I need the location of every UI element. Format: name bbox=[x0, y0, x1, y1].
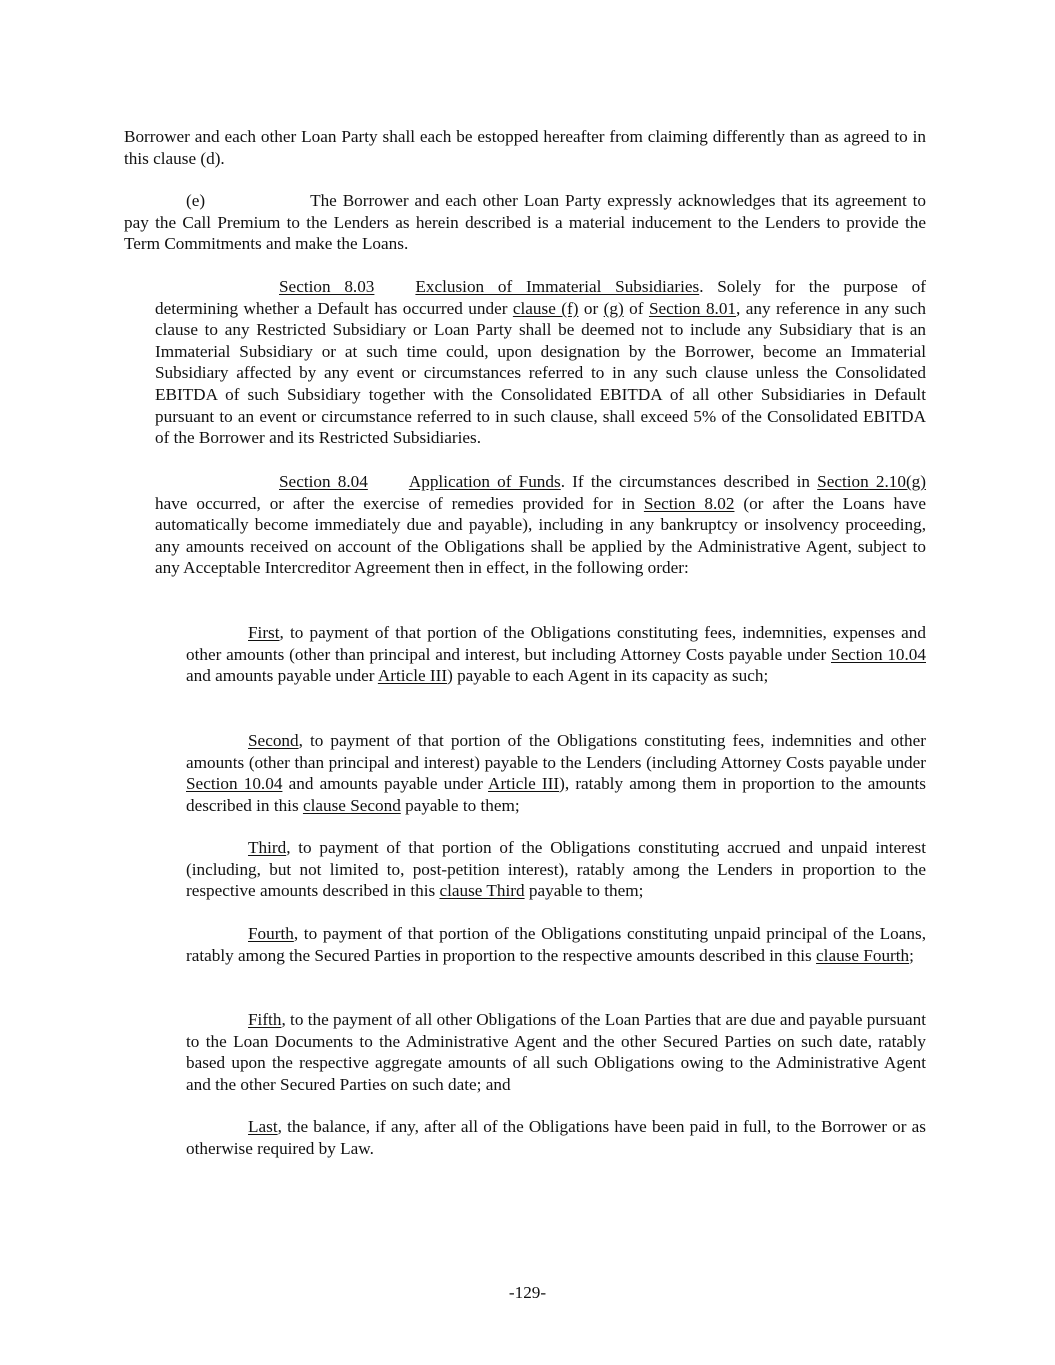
clause-first-text-3: ) payable to each Agent in its capacity as such; bbox=[447, 666, 769, 686]
section-8-04-text-1: . If the circumstances described in bbox=[560, 472, 818, 491]
section-8-04-ref-section-2-10-g: Section 2.10(g) bbox=[817, 472, 926, 491]
intro-text: Borrower and each other Loan Party shall each be estopped hereafter from claiming differently than as agreed to in this clause (d). bbox=[124, 127, 926, 168]
clause-second-paragraph bbox=[186, 730, 926, 816]
section-8-03-number: Section 8.03 bbox=[279, 277, 375, 296]
clause-first-paragraph bbox=[186, 622, 926, 687]
clause-second-ref-section-10-04: Section 10.04 bbox=[186, 774, 283, 794]
clause-fourth-paragraph bbox=[186, 923, 926, 966]
section-8-04-text-2: have occurred, or after the exercise of remedies provided for in bbox=[155, 493, 644, 513]
clause-second-label: Second bbox=[248, 731, 299, 750]
clause-third-paragraph bbox=[186, 837, 926, 902]
clause-first-ref-section-10-04: Section 10.04 bbox=[830, 644, 926, 664]
clause-fourth-ref-clause-fourth: clause Fourth bbox=[816, 945, 910, 965]
section-8-03-ref-section-8-01: Section 8.01 bbox=[648, 298, 737, 318]
section-8-03-text-3: of bbox=[623, 298, 649, 318]
clause-fourth-text-1: , to payment of that portion of the Obligations constituting unpaid principal of the Loans, ratably among the Secured Parties in proportion to the respective amounts described in this bbox=[186, 924, 926, 965]
clause-second-text-2: and amounts payable under bbox=[282, 774, 489, 794]
page-number: -129- bbox=[508, 1283, 547, 1302]
clause-third-text-2: payable to them; bbox=[524, 881, 644, 901]
intro-paragraph bbox=[124, 126, 926, 169]
clause-last-text-1: , the balance, if any, after all of the Obligations have been paid in full, to the Borrower or as otherwise required by Law. bbox=[186, 1117, 926, 1158]
section-8-04-text-3: (or after the Loans have automatically become immediately due and payable), including in any bankruptcy or insolvency proceeding, any amounts received on account of the Obligations shall be applied by the Administrative Agent, subject to any Acceptable Intercreditor Agreement then in effect, in the following order: bbox=[155, 493, 927, 578]
clause-second-text-4: payable to them; bbox=[400, 795, 520, 815]
clause-third-text-1: , to payment of that portion of the Obligations constituting accrued and unpaid interest (including, but not limited to, post-petition interest), ratably among the Lenders in proportion to the respective amounts described in this bbox=[186, 838, 926, 901]
clause-e-label: (e) bbox=[186, 191, 206, 210]
clause-fifth-text-1: , to the payment of all other Obligations of the Loan Parties that are due and payable pursuant to the Loan Documents to the Administrative Agent and the other Secured Parties on such date, ratably based upon the respective aggregate amounts of all such Obligations owing to the Administrative Agent and the other Secured Parties on such date; and bbox=[186, 1010, 926, 1094]
section-8-03-text-4: , any reference in any such clause to any Restricted Subsidiary or Loan Party shall be deemed not to include any Subsidiary that is an Immaterial Subsidiary or at such time could, upon designation by the Borrower, become an Immaterial Subsidiary affected by any event or circumstances referred to in any such clause unless the Consolidated EBITDA of such Subsidiary together with the Consolidated EBITDA of all other Subsidiaries in Default pursuant to an event or circumstance referred to in such clause, shall exceed 5% of the Consolidated EBITDA of the Borrower and its Restricted Subsidiaries. bbox=[155, 298, 926, 448]
clause-last-paragraph bbox=[186, 1116, 926, 1159]
section-8-03-title: Exclusion of Immaterial Subsidiaries bbox=[415, 277, 700, 296]
clause-fourth-text-2: ; bbox=[909, 945, 914, 965]
section-8-04-number: Section 8.04 bbox=[279, 472, 368, 491]
section-8-03-ref-clause-f: clause (f) bbox=[512, 298, 579, 318]
section-8-03-text-2: or bbox=[578, 298, 604, 318]
clause-first-text-2: and amounts payable under bbox=[186, 666, 378, 686]
clause-second-ref-clause-second: clause Second bbox=[302, 795, 401, 815]
clause-second-text-1: , to payment of that portion of the Obligations constituting fees, indemnities and other amounts (other than principal and interest) payable to the Lenders (including Attorney Costs payable under bbox=[186, 731, 926, 772]
section-8-04-paragraph bbox=[155, 471, 926, 579]
section-8-03-paragraph bbox=[155, 276, 926, 449]
clause-last-label: Last bbox=[248, 1117, 278, 1136]
clause-first-label: First bbox=[248, 623, 280, 642]
clause-third-label: Third bbox=[248, 838, 287, 857]
clause-fifth-label: Fifth bbox=[248, 1010, 282, 1029]
clause-e-paragraph bbox=[124, 190, 926, 255]
clause-second-text-3: ), ratably among them in proportion to the amounts described in this bbox=[186, 774, 926, 815]
section-8-03-ref-g: (g) bbox=[603, 298, 624, 318]
section-8-03-text-1: . Solely for the purpose of determining whether a Default has occurred under bbox=[155, 277, 927, 318]
clause-first-text-1: , to payment of that portion of the Obligations constituting fees, indemnities, expenses and other amounts (other than principal and interest, but including Attorney Costs payable under bbox=[186, 623, 926, 664]
clause-fifth-paragraph bbox=[186, 1009, 926, 1095]
clause-e-text: The Borrower and each other Loan Party expressly acknowledges that its agreement to pay the Call Premium to the Lenders as herein described is a material inducement to the Lenders to provide the Term Commitments and make the Loans. bbox=[124, 191, 926, 254]
section-8-04-ref-section-8-02: Section 8.02 bbox=[643, 493, 735, 513]
clause-first-ref-article-iii: Article III bbox=[377, 666, 448, 686]
clause-second-ref-article-iii: Article III bbox=[488, 774, 560, 794]
clause-fourth-label: Fourth bbox=[248, 924, 294, 943]
section-8-04-title: Application of Funds bbox=[408, 472, 561, 491]
clause-third-ref-clause-third: clause Third bbox=[439, 881, 525, 901]
